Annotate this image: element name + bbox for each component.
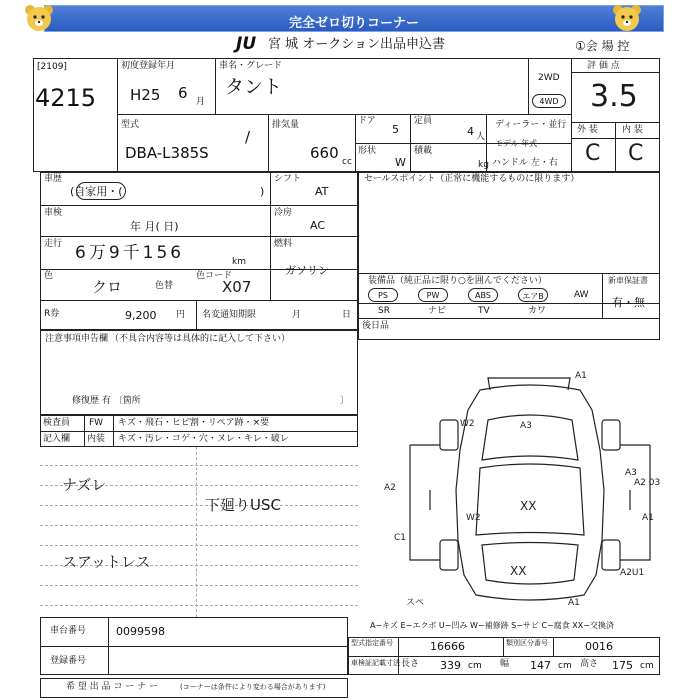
venue-copy: ①会 場 控	[575, 39, 630, 53]
damage-mark-a1-rear: A1	[568, 598, 580, 608]
equip-navi: ナビ	[428, 306, 447, 316]
door-label: ドア	[358, 116, 376, 126]
banner	[44, 5, 664, 32]
damage-mark-a3-right: A3	[625, 468, 637, 478]
grade-label: 評 価 点	[587, 61, 620, 71]
damage-mark-w2-side: W2	[466, 513, 481, 523]
cert-len: 339	[440, 659, 461, 672]
plate-label: 登録番号	[50, 656, 87, 666]
reg-month-unit: 月	[196, 97, 206, 107]
damage-mark-a3-hood: A3	[520, 421, 532, 431]
new-car-warranty-value: 有・無	[612, 296, 645, 309]
seat-unit: 人	[476, 132, 486, 142]
reg-month: 6	[178, 84, 188, 102]
frame-value: 0099598	[116, 625, 165, 638]
notes-sub: （不具合内容等は具体的に記入して下さい）	[110, 334, 291, 344]
ext-label: 外 装	[577, 125, 598, 135]
lot-number: 4215	[35, 84, 97, 112]
load-label: 積載	[414, 146, 433, 156]
notice-label: 名変通知期限	[202, 310, 257, 320]
equip-label: 装備品（純正品に限り○を囲んでください）	[368, 276, 547, 286]
damage-legend: A−キズ E−エクボ U−凹み W−補修跡 S−サビ C−腐食 XX−交換済	[370, 621, 614, 630]
shape-label: 形状	[358, 146, 377, 156]
color-label: 色	[44, 271, 54, 281]
notice-month: 月	[292, 310, 302, 320]
handwritten-note-1: ナズレ	[62, 476, 107, 494]
cert-class-value: 0016	[585, 640, 613, 653]
model-year-label: モデル 年式	[495, 139, 538, 148]
cert-wid: 147	[530, 659, 551, 672]
model-value: DBA-L385S	[125, 144, 209, 162]
cert-len-label: 長さ	[401, 659, 420, 669]
equip-ps: PS	[368, 288, 398, 302]
engine-label: 排気量	[272, 120, 300, 130]
history-close: )	[260, 185, 265, 198]
after-label: 後日品	[362, 321, 390, 331]
engine-unit: cc	[342, 157, 352, 167]
equip-airbag: エアB	[518, 288, 548, 302]
inspector-fw: FW	[89, 418, 104, 428]
shape-value: W	[395, 156, 406, 169]
grade-value: 3.5	[590, 79, 638, 114]
mileage-value: 6万9千156	[75, 243, 185, 263]
inspector-label: 検査員	[43, 418, 71, 428]
color-change-label: 色替	[155, 281, 174, 291]
reg-year: H25	[130, 86, 161, 104]
lot-code: [2109]	[37, 62, 67, 72]
car-name: タント	[225, 76, 283, 98]
damage-mark-spare: スペ	[406, 598, 425, 608]
damage-mark-a1-top: A1	[575, 371, 587, 381]
handwritten-note-3: スアットレス	[62, 553, 151, 571]
model-mark: /	[245, 128, 251, 146]
load-unit: kg	[478, 160, 489, 170]
equip-tv: TV	[478, 306, 490, 316]
bear-mascot-right-icon	[612, 4, 642, 32]
recycle-unit: 円	[176, 310, 186, 320]
equip-pw: PW	[418, 288, 448, 302]
repair-label: 修復歴 有 〔箇所	[72, 396, 141, 406]
car-damage-diagram	[370, 360, 665, 620]
history-label: 車歴	[44, 174, 63, 184]
sales-label: セールスポイント（正常に機能するものに限ります）	[364, 174, 580, 184]
recycle-value: 9,200	[125, 309, 157, 322]
mileage-unit: km	[232, 257, 246, 267]
history-value: (自家用・(	[70, 185, 123, 198]
inspect-label: 車検	[44, 208, 63, 218]
color-value: クロ	[92, 278, 123, 296]
drive-4wd-circled: 4WD	[532, 94, 566, 108]
mileage-label: 走行	[44, 239, 63, 249]
footer-label: 希 望 出 品 コ ー ナ ー	[66, 682, 159, 692]
model-label: 型式	[121, 120, 140, 130]
damage-mark-w2-front: W2	[460, 419, 475, 429]
bear-mascot-left-icon	[24, 4, 54, 32]
banner-title: 完全ゼロ切りコーナー	[288, 16, 419, 31]
cert-hgt-unit: cm	[640, 661, 654, 671]
damage-mark-a2-left: A2	[384, 483, 396, 493]
cert-len-unit: cm	[468, 661, 482, 671]
notes-label: 注意事項申告欄	[45, 334, 109, 344]
aircon-value: AC	[310, 219, 326, 232]
shift-value: AT	[315, 185, 329, 198]
org-title: 宮 城 オークション出品申込書	[268, 37, 446, 52]
car-name-label: 車名・グレード	[219, 61, 283, 71]
org-logo: JU	[236, 34, 257, 54]
cert-model-label: 型式指定番号	[351, 639, 393, 647]
shift-label: シフト	[274, 174, 302, 184]
cert-wid-label: 幅	[500, 659, 510, 669]
damage-mark-a1-right: A1	[642, 513, 654, 523]
frame-label: 車台番号	[50, 626, 87, 636]
fuel-label: 燃料	[274, 239, 293, 249]
recycle-label: R券	[44, 309, 60, 319]
fuel-value: ガソリン	[285, 264, 329, 277]
repair-close: 〕	[340, 396, 350, 406]
cert-wid-unit: cm	[558, 661, 572, 671]
equip-aw: AW	[574, 290, 589, 300]
inspector-interior: 内装	[87, 434, 106, 444]
equip-sr: SR	[378, 306, 390, 316]
inspect-text: 年 月( 日)	[130, 220, 179, 233]
cert-size-label: 車検証記載寸法	[351, 659, 400, 667]
new-car-warranty-label: 新車保証書	[608, 276, 648, 285]
cert-class-label: 類別区分番号	[506, 639, 548, 647]
dealer-label: ディーラー・並行	[495, 120, 567, 130]
color-code-label: 色コード	[196, 271, 233, 281]
door-value: 5	[392, 123, 399, 136]
cert-model-value: 16666	[430, 640, 465, 653]
handwritten-note-2: 下廻りUSC	[205, 496, 281, 514]
history-circle	[76, 182, 126, 200]
inspector-fw-items: キズ・飛石・ヒビ割・リペア跡・×要	[118, 418, 270, 428]
damage-mark-a2u1: A2U1	[620, 568, 645, 578]
inspector-int-items: キズ・汚レ・コゲ・穴・ヌレ・キレ・破レ	[118, 434, 289, 444]
sales-equip-box	[358, 172, 660, 340]
damage-mark-xx-rear: XX	[510, 564, 527, 578]
int-grade: C	[628, 141, 644, 166]
damage-mark-xx-roof: XX	[520, 499, 537, 513]
engine-value: 660	[310, 144, 339, 162]
color-code: X07	[222, 278, 252, 296]
drive-2wd: 2WD	[538, 73, 560, 83]
int-label: 内 装	[622, 125, 643, 135]
notice-day: 日	[342, 310, 352, 320]
aircon-label: 冷房	[274, 208, 293, 218]
equip-leather: カワ	[528, 306, 547, 316]
record-label: 記入欄	[43, 434, 71, 444]
equip-abs: ABS	[468, 288, 498, 302]
footer-note: (コーナーは条件により変わる場合があります)	[180, 683, 326, 691]
ext-grade: C	[585, 141, 601, 166]
cert-hgt-label: 高さ	[580, 659, 599, 669]
damage-mark-c1: C1	[394, 533, 407, 543]
seat-value: 4	[467, 125, 474, 138]
seat-label: 定員	[414, 116, 433, 126]
cert-hgt: 175	[612, 659, 633, 672]
damage-mark-a2-03: A2 03	[634, 478, 661, 488]
reg-label: 初度登録年月	[121, 61, 176, 71]
handle-label: ハンドル 左・右	[492, 158, 558, 168]
